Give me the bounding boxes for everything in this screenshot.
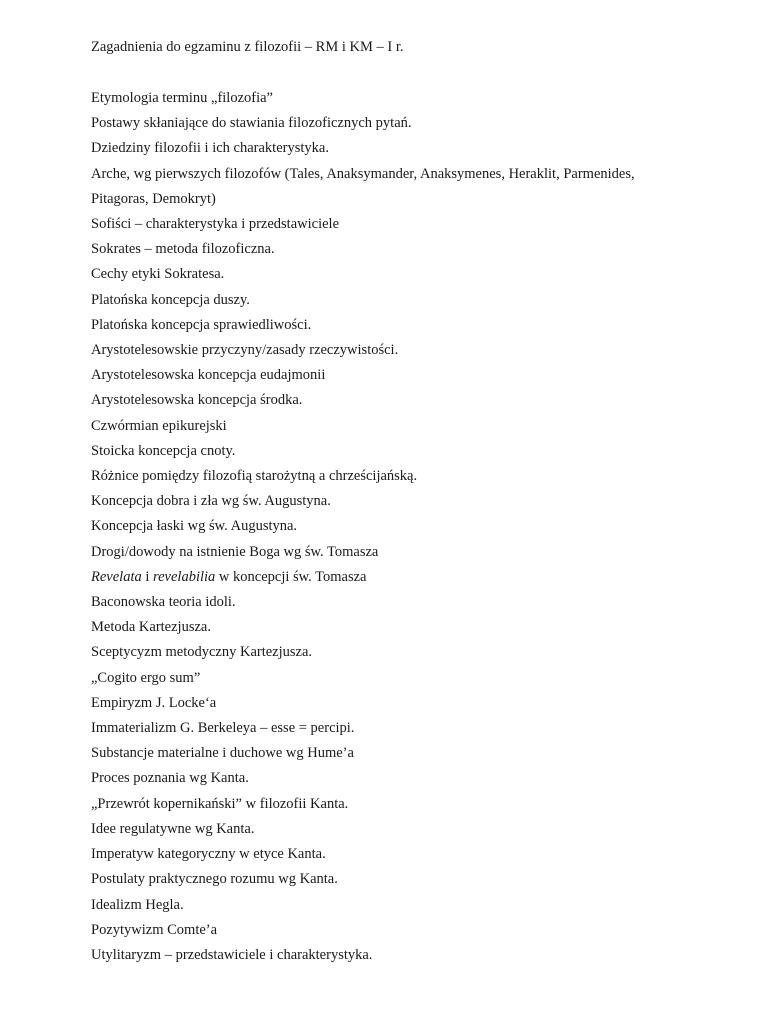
topic-item: Proces poznania wg Kanta. (91, 770, 249, 787)
topic-item-continuation: Pitagoras, Demokryt) (91, 190, 216, 207)
revelabilia-term: revelabilia (153, 568, 216, 585)
topic-item: Stoicka koncepcja cnoty. (91, 442, 236, 459)
document-title: Zagadnienia do egzaminu z filozofii – RM i KM – I r. (91, 39, 404, 55)
topic-item: Arystotelesowskie przyczyny/zasady rzeczywistości. (91, 342, 399, 359)
topic-item: Sceptycyzm metodyczny Kartezjusza. (91, 644, 313, 661)
topic-item: Koncepcja łaski wg św. Augustyna. (91, 518, 298, 535)
topic-item: Idealizm Hegla. (91, 896, 184, 913)
topic-item: „Przewrót kopernikański” w filozofii Kanta. (91, 795, 349, 812)
topic-list (91, 86, 691, 968)
topic-item: Koncepcja dobra i zła wg św. Augustyna. (91, 493, 331, 510)
topic-item: Arche, wg pierwszych filozofów (Tales, Anaksymander, Anaksymenes, Heraklit, Parmenides, (91, 165, 635, 182)
topic-item: Pozytywizm Comte’a (91, 921, 218, 938)
topic-item: „Cogito ergo sum” (91, 669, 201, 686)
topic-item: Sofiści – charakterystyka i przedstawiciele (91, 216, 340, 233)
topic-item: Utylitaryzm – przedstawiciele i charakterystyka. (91, 946, 373, 963)
topic-item: Metoda Kartezjusza. (91, 619, 211, 636)
revelata-term: Revelata (91, 568, 142, 585)
topic-text: w koncepcji św. Tomasza (215, 568, 367, 585)
topic-item: Idee regulatywne wg Kanta. (91, 820, 255, 837)
topic-item: Immaterializm G. Berkeleya – esse = percipi. (91, 720, 355, 737)
topic-item: Platońska koncepcja duszy. (91, 291, 250, 308)
topic-item: Drogi/dowody na istnienie Boga wg św. Tomasza (91, 543, 379, 560)
topic-item-revelata (91, 565, 691, 590)
topic-item: Dziedziny filozofii i ich charakterystyka. (91, 140, 329, 157)
topic-item: Arystotelesowska koncepcja eudajmonii (91, 367, 326, 384)
topic-item: Etymologia terminu „filozofia” (91, 90, 273, 106)
topic-item: Baconowska teoria idoli. (91, 594, 236, 611)
topic-item: Czwórmian epikurejski (91, 417, 227, 434)
conjunction: i (141, 568, 154, 585)
topic-item: Substancje materialne i duchowe wg Hume’a (91, 745, 354, 762)
topic-item: Postawy skłaniające do stawiania filozoficznych pytań. (91, 115, 412, 132)
topic-item: Sokrates – metoda filozoficzna. (91, 241, 275, 258)
topic-item: Postulaty praktycznego rozumu wg Kanta. (91, 871, 338, 888)
topic-item: Różnice pomiędzy filozofią starożytną a chrześcijańską. (91, 468, 418, 485)
topic-item: Empiryzm J. Locke‘a (91, 694, 217, 711)
topic-item: Arystotelesowska koncepcja środka. (91, 392, 303, 409)
topic-item: Platońska koncepcja sprawiedliwości. (91, 316, 312, 333)
topic-item: Cechy etyki Sokratesa. (91, 266, 225, 283)
topic-item: Imperatyw kategoryczny w etyce Kanta. (91, 846, 326, 863)
